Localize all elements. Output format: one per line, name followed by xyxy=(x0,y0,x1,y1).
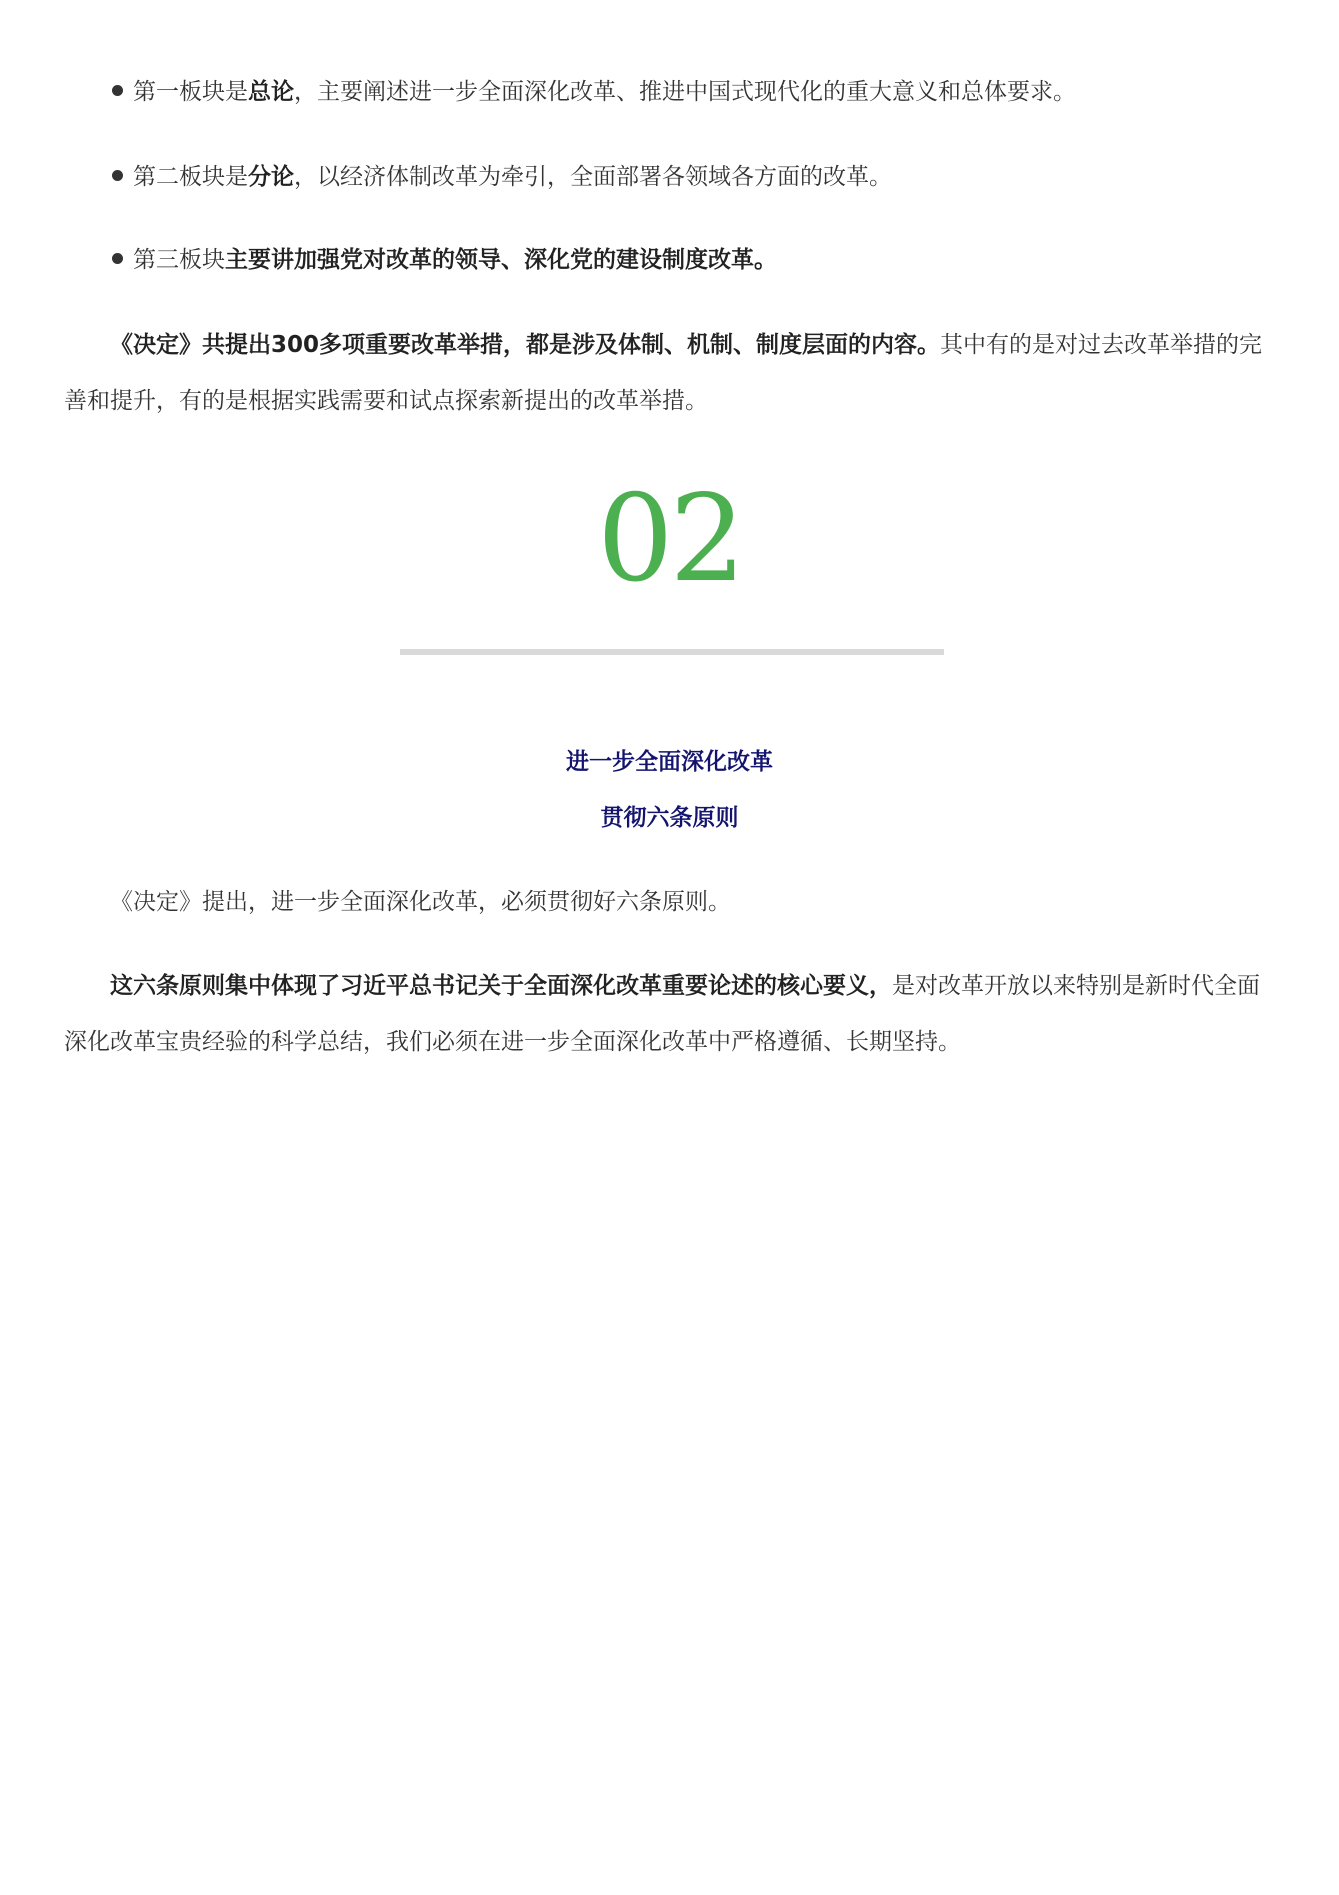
bullet-dot-icon xyxy=(112,85,123,96)
section-heading-line-2: 贯彻六条原则 xyxy=(600,805,739,831)
paragraph-measures-bold: 《决定》共提出300多项重要改革举措，都是涉及体制、机制、制度层面的内容。 xyxy=(110,332,941,358)
bullet-dot-icon xyxy=(112,253,123,264)
paragraph-measures xyxy=(64,317,1279,429)
paragraph-principles-summary xyxy=(64,958,1279,1070)
bullet-item-3 xyxy=(112,245,777,275)
bullet-text-post: ，以经济体制改革为牵引，全面部署各领域各方面的改革。 xyxy=(294,164,892,190)
section-number: 02 xyxy=(597,470,742,609)
paragraph-principles-summary-bold: 这六条原则集中体现了习近平总书记关于全面深化改革重要论述的核心要义， xyxy=(110,973,892,999)
section-heading-line-1: 进一步全面深化改革 xyxy=(566,749,773,775)
paragraph-principles-summary-normal: 是对改革开放以来特别是新时代全面深化改革宝贵经验的科学总结，我们必须在进一步全面深化改革中严格遵循、长期坚持。 xyxy=(64,973,1260,1055)
bullet-text-bold: 总论 xyxy=(248,79,294,105)
bullet-text-post: ，主要阐述进一步全面深化改革、推进中国式现代化的重大意义和总体要求。 xyxy=(294,79,1076,105)
bullet-text-bold: 分论 xyxy=(248,164,294,190)
paragraph-measures-normal: 其中有的是对过去改革举措的完善和提升，有的是根据实践需要和试点探索新提出的改革举措。 xyxy=(64,332,1263,414)
bullet-dot-icon xyxy=(112,170,123,181)
bullet-text-pre: 第二板块是 xyxy=(133,164,248,190)
bullet-text-pre: 第三板块 xyxy=(133,247,225,273)
bullet-item-1 xyxy=(112,77,1076,107)
paragraph-principles-intro-text: 《决定》提出，进一步全面深化改革，必须贯彻好六条原则。 xyxy=(110,889,731,915)
section-divider xyxy=(400,649,944,655)
bullet-text-bold: 主要讲加强党对改革的领导、深化党的建设制度改革。 xyxy=(225,247,777,273)
bullet-text-pre: 第一板块是 xyxy=(133,79,248,105)
bullet-item-2 xyxy=(112,162,892,192)
paragraph-principles-intro xyxy=(64,874,1279,930)
